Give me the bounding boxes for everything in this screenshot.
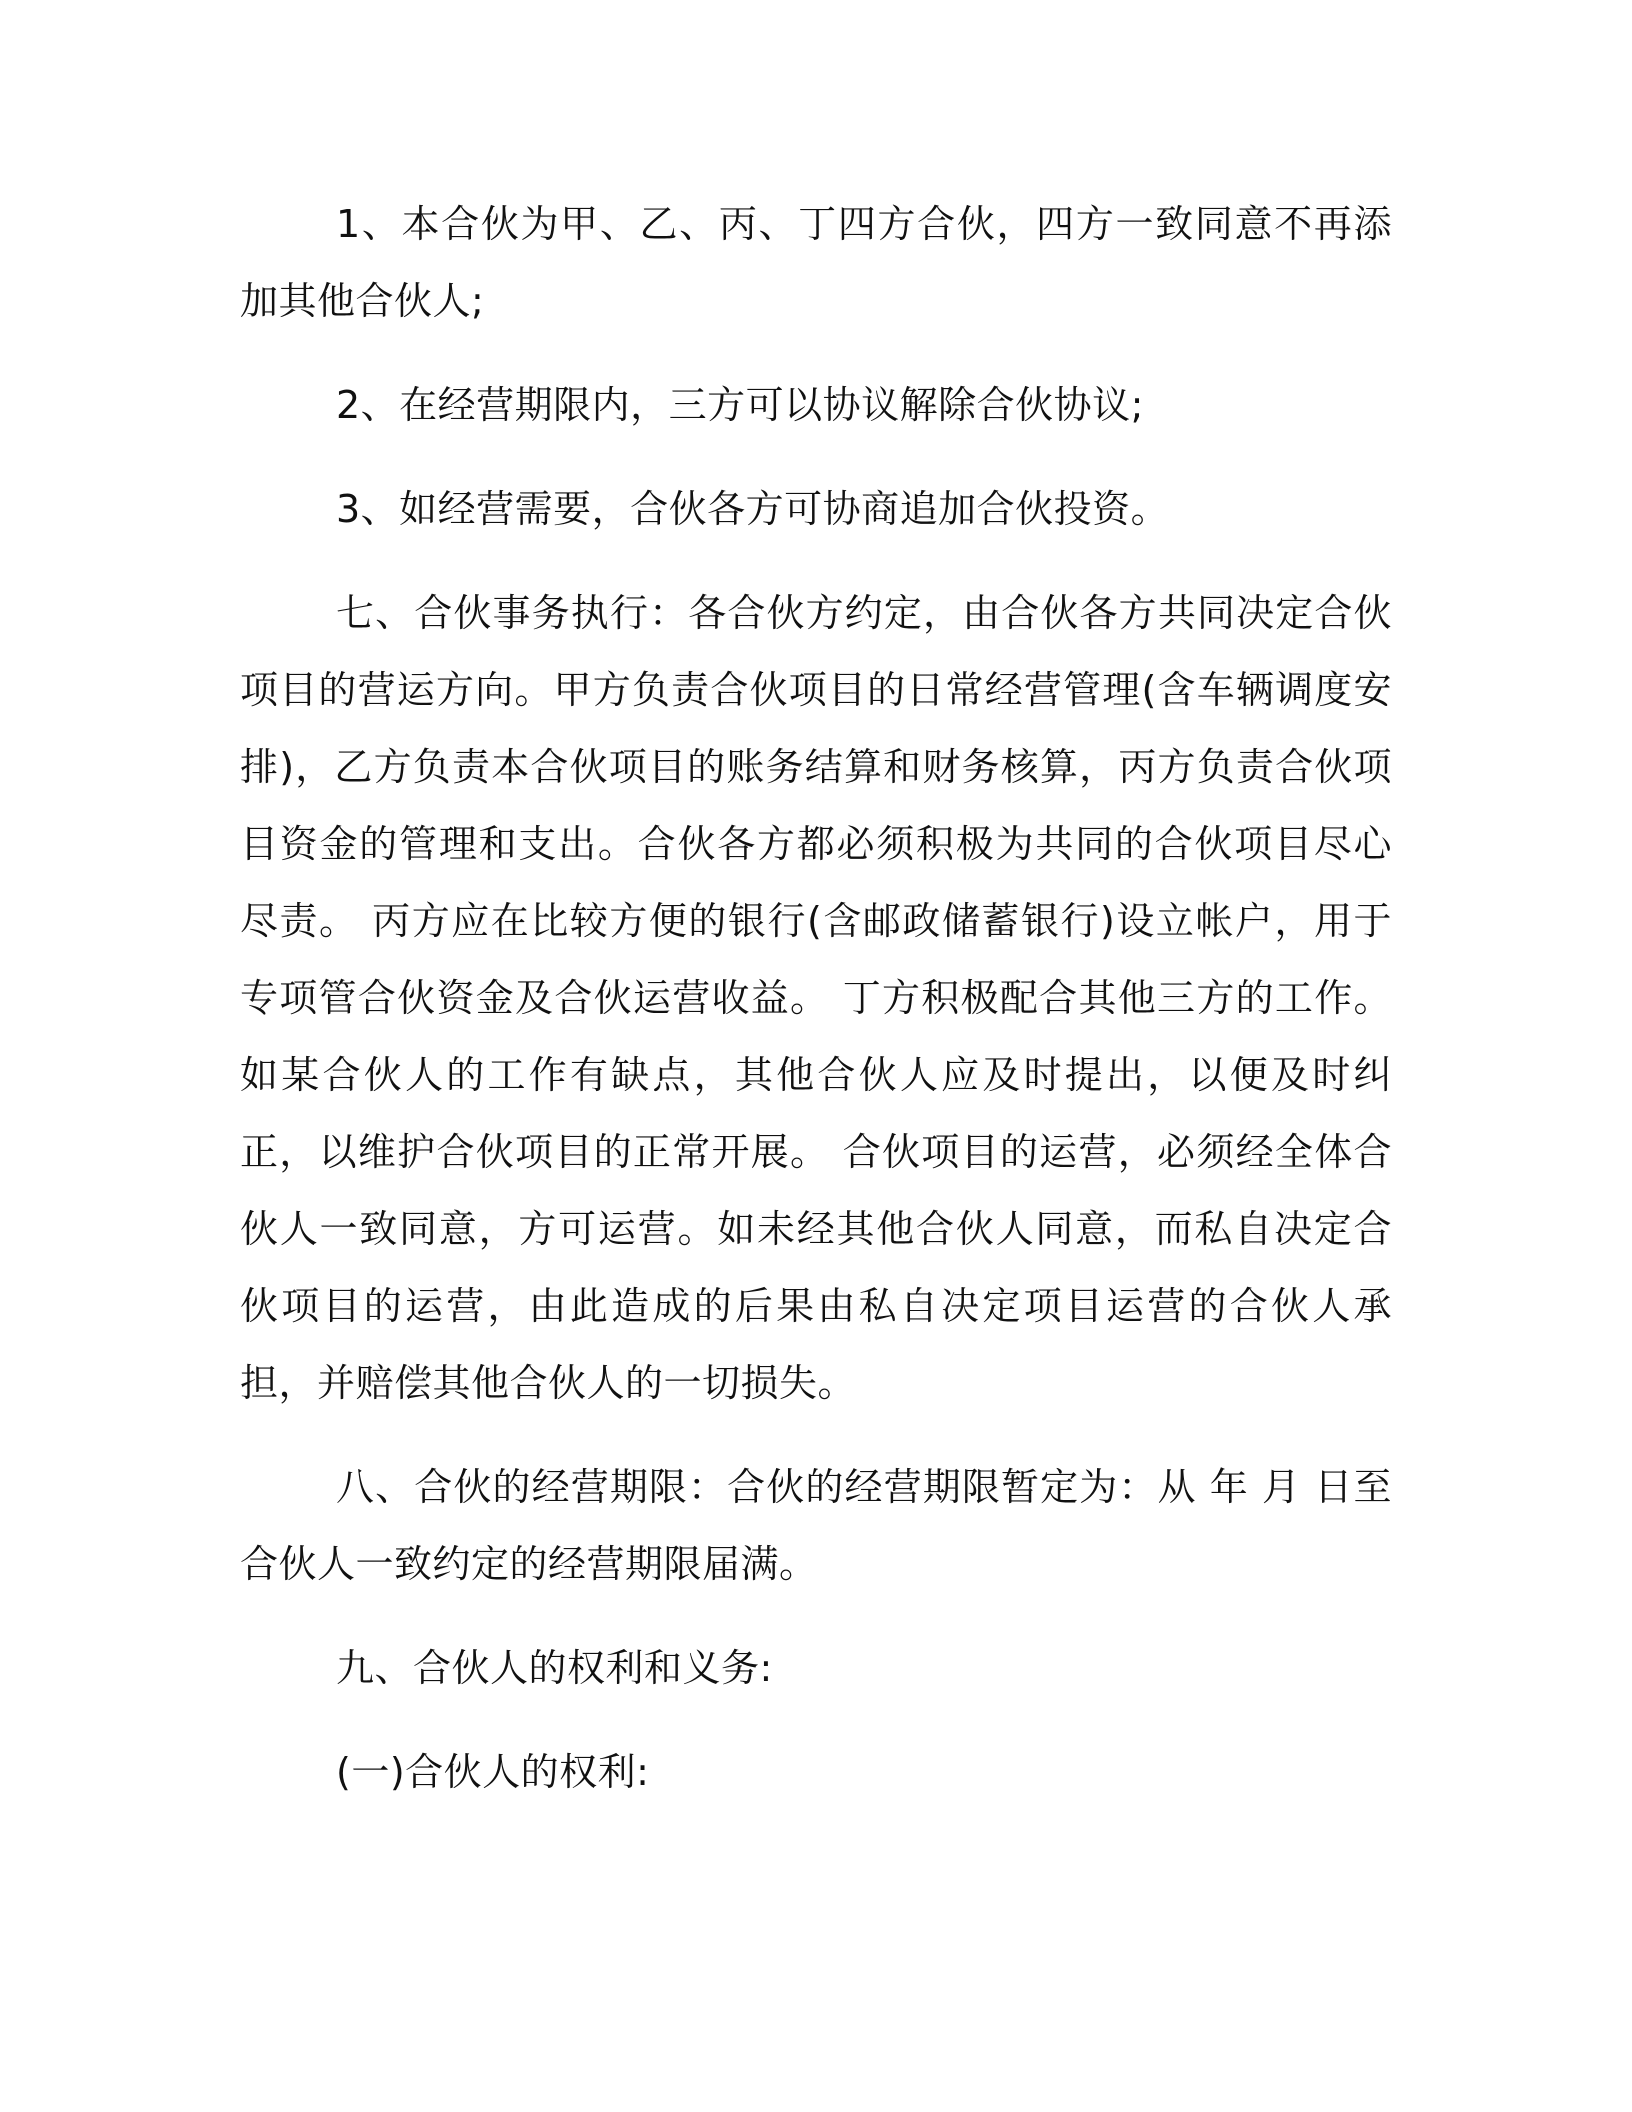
paragraph-clause-1: 1、本合伙为甲、乙、丙、丁四方合伙，四方一致同意不再添加其他合伙人; — [240, 202, 1392, 323]
paragraph-clause-3: 3、如经营需要，合伙各方可协商追加合伙投资。 — [336, 487, 1170, 531]
paragraph-section-7: 七、合伙事务执行：各合伙方约定，由合伙各方共同决定合伙项目的营运方向。甲方负责合伙项目的日常经营管理(含车辆调度安排)，乙方负责本合伙项目的账务结算和财务核算，丙方负责合伙项目资金的管理和支出。合伙各方都必须积极为共同的合伙项目尽心尽责。 丙方应在比较方便的银行(含邮政储蓄银行)设立帐户，用于专项管合伙资金及合伙运营收益。 丁方积极配合其他三方的工作。如某合伙人的工作有缺点，其他合伙人应及时提出，以便及时纠正，以维护合伙项目的正常开展。 合伙项目的运营，必须经全体合伙人一致同意，方可运营。如未经其他合伙人同意，而私自决定合伙项目的运营，由此造成的后果由私自决定项目运营的合伙人承担，并赔偿其他合伙人的一切损失。 — [240, 591, 1392, 1405]
paragraph-section-9: 九、合伙人的权利和义务: — [336, 1646, 773, 1690]
document-body — [240, 186, 1392, 1838]
paragraph-section-8: 八、合伙的经营期限：合伙的经营期限暂定为：从 年 月 日至合伙人一致约定的经营期限届满。 — [240, 1465, 1392, 1586]
paragraph-subsection-rights: (一)合伙人的权利: — [336, 1750, 650, 1794]
paragraph-clause-2: 2、在经营期限内，三方可以协议解除合伙协议; — [336, 383, 1144, 427]
